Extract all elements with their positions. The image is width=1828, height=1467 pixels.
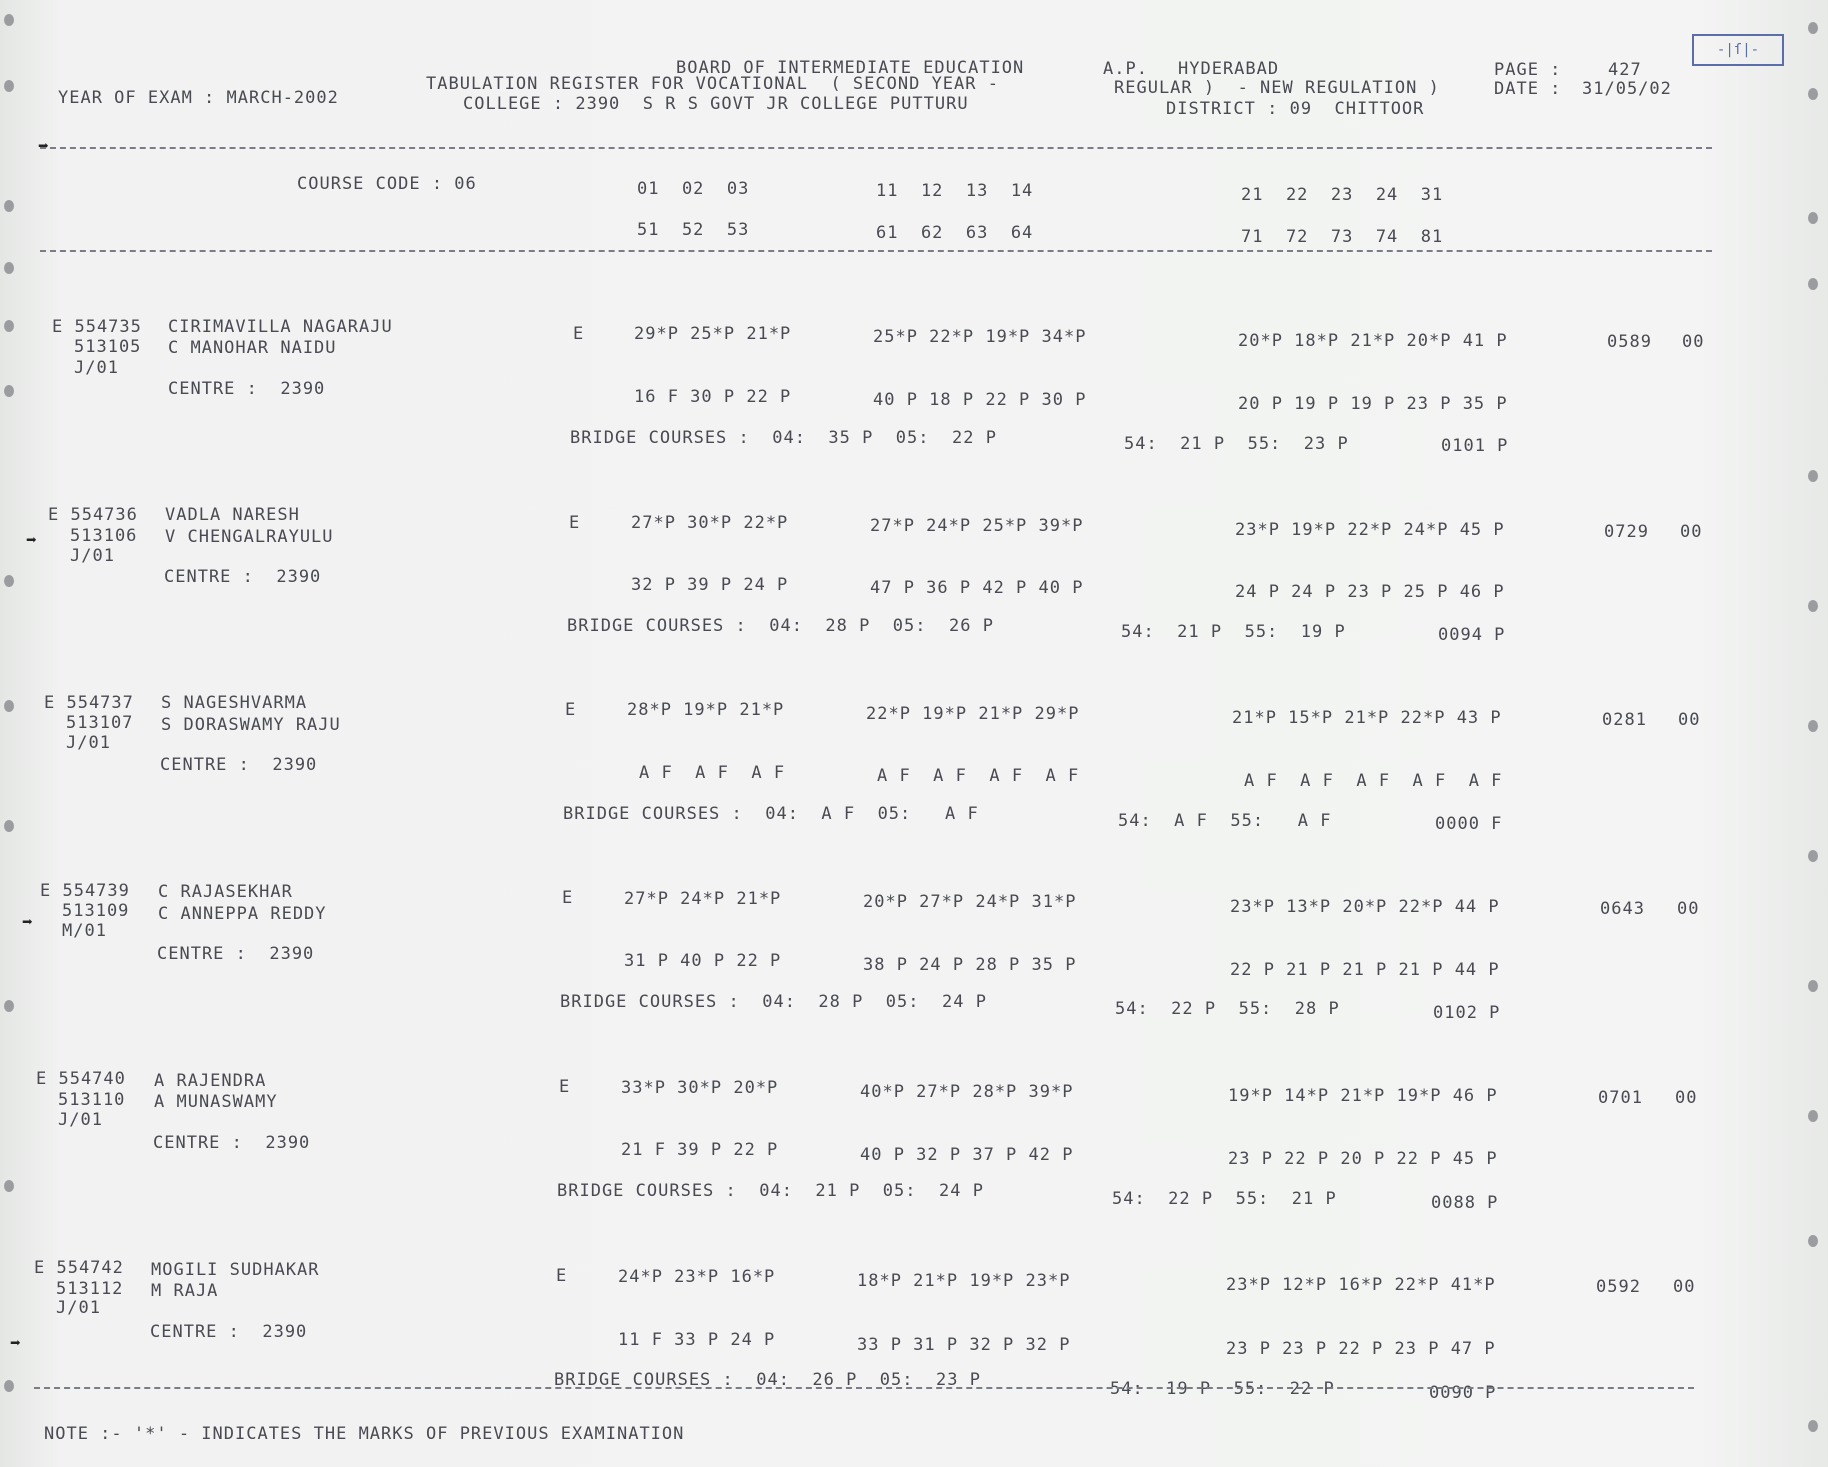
roll-number: 513107 — [66, 713, 134, 733]
marks-first-group2: 25*P 22*P 19*P 34*P — [873, 327, 1087, 347]
date-label: DATE : — [1494, 79, 1562, 99]
father-name: V CHENGALRAYULU — [165, 527, 334, 547]
grand-total: 0701 — [1598, 1088, 1643, 1108]
bridge-total: 0102 P — [1433, 1003, 1501, 1023]
grand-total: 0592 — [1596, 1277, 1641, 1297]
bridge-courses: BRIDGE COURSES : 04: A F 05: A F — [563, 804, 979, 824]
marks-second-group1: 31 P 40 P 22 P — [624, 951, 782, 971]
student-record — [0, 317, 1828, 506]
result-code: 00 — [1673, 1277, 1696, 1297]
district-label: DISTRICT : 09 CHITTOOR — [1166, 99, 1425, 119]
exam-number: E 554739 — [40, 881, 130, 901]
bridge-courses: BRIDGE COURSES : 04: 28 P 05: 26 P — [567, 616, 994, 636]
centre-label: CENTRE : 2390 — [150, 1322, 308, 1342]
centre-label: CENTRE : 2390 — [153, 1133, 311, 1153]
result-code: 00 — [1680, 522, 1703, 542]
marks-second-group3: 22 P 21 P 21 P 21 P 44 P — [1230, 960, 1500, 980]
exam-type: E — [562, 888, 574, 908]
marks-first-group1: 28*P 19*P 21*P — [627, 700, 785, 720]
course-row1-group1: 01 02 03 — [637, 179, 750, 199]
category-code: J/01 — [74, 358, 119, 378]
father-name: S DORASWAMY RAJU — [161, 715, 341, 735]
exam-type: E — [559, 1077, 571, 1097]
result-code: 00 — [1675, 1088, 1698, 1108]
college-label: COLLEGE : 2390 S R S GOVT JR COLLEGE PUTTURU — [463, 94, 969, 114]
roll-number: 513110 — [58, 1090, 126, 1110]
page-label: PAGE : — [1494, 60, 1562, 80]
marks-first-group1: 29*P 25*P 21*P — [634, 324, 792, 344]
student-name: A RAJENDRA — [154, 1071, 267, 1091]
student-name: C RAJASEKHAR — [158, 882, 293, 902]
marks-second-group2: 38 P 24 P 28 P 35 P — [863, 955, 1077, 975]
divider — [40, 147, 1712, 149]
marks-second-group1: 21 F 39 P 22 P — [621, 1140, 779, 1160]
marks-first-group2: 20*P 27*P 24*P 31*P — [863, 892, 1077, 912]
divider — [40, 250, 1712, 252]
exam-type: E — [565, 700, 577, 720]
exam-number: E 554740 — [36, 1069, 126, 1089]
bridge-total: 0094 P — [1438, 625, 1506, 645]
category-code: M/01 — [62, 921, 107, 941]
category-code: J/01 — [58, 1110, 103, 1130]
bridge-courses-2: 54: 22 P 55: 28 P — [1115, 999, 1340, 1019]
category-code: J/01 — [56, 1298, 101, 1318]
father-name: C MANOHAR NAIDU — [168, 338, 337, 358]
bridge-total: 0088 P — [1431, 1193, 1499, 1213]
exam-number: E 554735 — [52, 317, 142, 337]
bridge-courses-2: 54: 19 P 55: 22 P — [1110, 1379, 1335, 1399]
marks-first-group2: 22*P 19*P 21*P 29*P — [866, 704, 1080, 724]
divider — [34, 1387, 1694, 1389]
bridge-total: 0101 P — [1441, 436, 1509, 456]
course-row1-group2: 11 12 13 14 — [876, 181, 1034, 201]
marks-second-group3: 24 P 24 P 23 P 25 P 46 P — [1235, 582, 1505, 602]
course-row1-group3: 21 22 23 24 31 — [1241, 185, 1444, 205]
marks-first-group1: 27*P 24*P 21*P — [624, 889, 782, 909]
marks-first-group1: 24*P 23*P 16*P — [618, 1267, 776, 1287]
marks-second-group1: 16 F 30 P 22 P — [634, 387, 792, 407]
bridge-courses-2: 54: 22 P 55: 21 P — [1112, 1189, 1337, 1209]
bridge-courses: BRIDGE COURSES : 04: 28 P 05: 24 P — [560, 992, 987, 1012]
bridge-total: 0000 F — [1435, 814, 1503, 834]
marks-first-group1: 33*P 30*P 20*P — [621, 1078, 779, 1098]
city-label: HYDERABAD — [1178, 59, 1280, 79]
marks-first-group2: 40*P 27*P 28*P 39*P — [860, 1082, 1074, 1102]
centre-label: CENTRE : 2390 — [168, 379, 326, 399]
date-value: 31/05/02 — [1582, 79, 1672, 99]
student-name: MOGILI SUDHAKAR — [151, 1260, 320, 1280]
course-row2-group2: 61 62 63 64 — [876, 223, 1034, 243]
roll-number: 513109 — [62, 901, 130, 921]
board-title: BOARD OF INTERMEDIATE EDUCATION — [676, 58, 1025, 78]
student-record — [0, 505, 1828, 694]
father-name: C ANNEPPA REDDY — [158, 904, 327, 924]
grand-total: 0281 — [1602, 710, 1647, 730]
state-label: A.P. — [1103, 59, 1148, 79]
marks-first-group3: 20*P 18*P 21*P 20*P 41 P — [1238, 331, 1508, 351]
exam-number: E 554742 — [34, 1258, 124, 1278]
student-record — [0, 1258, 1828, 1447]
bridge-courses: BRIDGE COURSES : 04: 26 P 05: 23 P — [554, 1370, 981, 1390]
marks-second-group1: 11 F 33 P 24 P — [618, 1330, 776, 1350]
marks-first-group3: 19*P 14*P 21*P 19*P 46 P — [1228, 1086, 1498, 1106]
bridge-total: 0090 P — [1429, 1383, 1497, 1403]
student-name: VADLA NARESH — [165, 505, 300, 525]
student-record — [0, 1069, 1828, 1258]
marks-second-group3: 20 P 19 P 19 P 23 P 35 P — [1238, 394, 1508, 414]
roll-number: 513105 — [74, 337, 142, 357]
marks-first-group3: 23*P 19*P 22*P 24*P 45 P — [1235, 520, 1505, 540]
marks-second-group2: 40 P 18 P 22 P 30 P — [873, 390, 1087, 410]
exam-number: E 554737 — [44, 693, 134, 713]
arrow-mark-icon: ➡ — [22, 912, 33, 933]
marks-first-group2: 27*P 24*P 25*P 39*P — [870, 516, 1084, 536]
arrow-mark-icon: ➡ — [10, 1333, 21, 1354]
bridge-courses: BRIDGE COURSES : 04: 21 P 05: 24 P — [557, 1181, 984, 1201]
grand-total: 0643 — [1600, 899, 1645, 919]
marks-first-group3: 23*P 12*P 16*P 22*P 41*P — [1226, 1275, 1496, 1295]
student-name: S NAGESHVARMA — [161, 693, 308, 713]
bridge-courses-2: 54: 21 P 55: 23 P — [1124, 434, 1349, 454]
bridge-courses-2: 54: A F 55: A F — [1118, 811, 1332, 831]
roll-number: 513106 — [70, 526, 138, 546]
centre-label: CENTRE : 2390 — [160, 755, 318, 775]
marks-first-group3: 23*P 13*P 20*P 22*P 44 P — [1230, 897, 1500, 917]
centre-label: CENTRE : 2390 — [157, 944, 315, 964]
result-code: 00 — [1677, 899, 1700, 919]
student-record — [0, 881, 1828, 1070]
marks-second-group2: 40 P 32 P 37 P 42 P — [860, 1145, 1074, 1165]
result-code: 00 — [1682, 332, 1705, 352]
marks-second-group2: A F A F A F A F — [877, 766, 1080, 786]
category-code: J/01 — [66, 733, 111, 753]
exam-type: E — [569, 513, 581, 533]
register-title: TABULATION REGISTER FOR VOCATIONAL ( SECOND YEAR - — [426, 74, 999, 94]
marks-second-group2: 33 P 31 P 32 P 32 P — [857, 1335, 1071, 1355]
marks-second-group1: 32 P 39 P 24 P — [631, 575, 789, 595]
exam-number: E 554736 — [48, 505, 138, 525]
marks-second-group3: 23 P 23 P 22 P 23 P 47 P — [1226, 1339, 1496, 1359]
grand-total: 0729 — [1604, 522, 1649, 542]
marks-second-group2: 47 P 36 P 42 P 40 P — [870, 578, 1084, 598]
year-of-exam: YEAR OF EXAM : MARCH-2002 — [58, 88, 339, 108]
marks-first-group1: 27*P 30*P 22*P — [631, 513, 789, 533]
marks-first-group3: 21*P 15*P 21*P 22*P 43 P — [1232, 708, 1502, 728]
grand-total: 0589 — [1607, 332, 1652, 352]
page-number: 427 — [1608, 60, 1642, 80]
category-code: J/01 — [70, 546, 115, 566]
stamp-logo: -|ſ|- — [1692, 34, 1784, 66]
course-row2-group3: 71 72 73 74 81 — [1241, 227, 1444, 247]
student-record — [0, 693, 1828, 882]
regulation-label: REGULAR ) - NEW REGULATION ) — [1114, 78, 1440, 98]
father-name: M RAJA — [151, 1281, 219, 1301]
exam-type: E — [573, 324, 585, 344]
marks-second-group1: A F A F A F — [639, 763, 786, 783]
arrow-mark-icon: ➡ — [26, 530, 37, 551]
roll-number: 513112 — [56, 1279, 124, 1299]
marks-first-group2: 18*P 21*P 19*P 23*P — [857, 1271, 1071, 1291]
marks-second-group3: A F A F A F A F A F — [1244, 771, 1503, 791]
course-row2-group1: 51 52 53 — [637, 220, 750, 240]
exam-type: E — [556, 1266, 568, 1286]
bridge-courses-2: 54: 21 P 55: 19 P — [1121, 622, 1346, 642]
bridge-courses: BRIDGE COURSES : 04: 35 P 05: 22 P — [570, 428, 997, 448]
footer-note: NOTE :- '*' - INDICATES THE MARKS OF PREVIOUS EXAMINATION — [44, 1424, 685, 1444]
student-name: CIRIMAVILLA NAGARAJU — [168, 317, 393, 337]
marks-second-group3: 23 P 22 P 20 P 22 P 45 P — [1228, 1149, 1498, 1169]
father-name: A MUNASWAMY — [154, 1092, 278, 1112]
arrow-mark-icon: ➡ — [38, 136, 49, 157]
course-code-label: COURSE CODE : 06 — [297, 174, 477, 194]
centre-label: CENTRE : 2390 — [164, 567, 322, 587]
result-code: 00 — [1678, 710, 1701, 730]
